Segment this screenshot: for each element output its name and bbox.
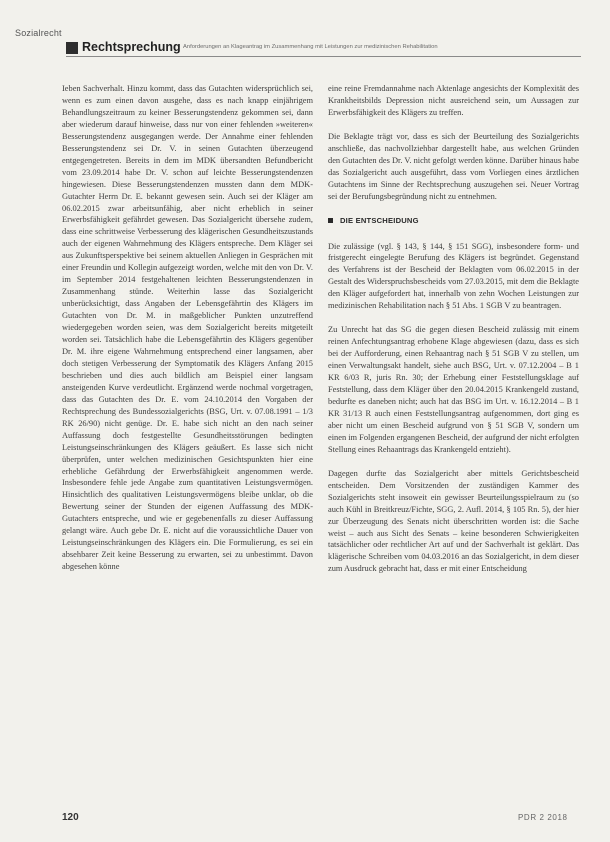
header-rule xyxy=(66,56,581,57)
left-column xyxy=(62,83,313,573)
running-head-title: Rechtsprechung xyxy=(82,40,181,54)
section-heading xyxy=(328,215,579,227)
body-paragraph: eine reine Fremdannahme nach Aktenlage angesichts der Komplexität des Krankheitsbilds Depression nicht ausreichend sein, um Aussagen zur Erwerbsfähigkeit des Klägers zu treffen. xyxy=(328,84,579,117)
page-number: 120 xyxy=(62,812,79,823)
section-label: Sozialrecht xyxy=(15,28,62,38)
heading-bullet-icon xyxy=(328,218,333,223)
journal-issue: PDR 2 2018 xyxy=(518,813,568,822)
body-paragraph: Dagegen durfte das Sozialgericht aber mittels Gerichtsbescheid entscheiden. Dem Vorsitzenden der zuständigen Kammer des Sozialgerichts steht insoweit ein gewisser Beurteilungsspielraum zu (so auch Kühl in Breitkreuz/Fichte, SGG, 2. Aufl. 2014, § 105 Rn. 5), der hier zur Überzeugung des Senats nicht überschritten worden ist: die Sache weist – auch aus Sicht des Senats – keine besonderen Schwierigkeiten tatsächlicher oder rechtlicher Art auf und der Sachverhalt ist geklärt. Das klägerische Schreiben vom 04.03.2016 an das Sozialgericht, in dem dieser zum Ausdruck gebracht hat, dass er mit einer Entscheidung xyxy=(328,468,579,574)
section-heading-text: DIE ENTSCHEIDUNG xyxy=(340,215,419,225)
body-paragraph: Ieben Sachverhalt. Hinzu kommt, dass das Gutachten widersprüchlich sei, wenn es zum einen davon ausgehe, dass es nach knapp einjährigem Behandlungszeitraum zu keiner Besserungstendenz gekommen sei, dann aber wiederum darauf hinweise, dass nur von einer fehlenden »weiteren« Besserungstendenz ausgegangen werde. Der Annahme einer fehlenden Besserungstendenz sei Dr. V. in seinen Gutachten überzeugend entgegengetreten. Bereits in dem im MDK übersandten Befundbericht vom 23.09.2014 habe Dr. V. schon auf leichte Besserungstendenzen hingewiesen. Diese Besserungstendenzen mussten dann dem MDK-Gutachter Herrn Dr. E. bekannt gewesen sein. Auch sei der Kläger am 06.02.2015 zwar arbeitsunfähig, aber nicht erheblich in seiner Erwerbsfähigkeit gefährdet gewesen. Das Sozialgericht übersehe zudem, dass eine schrittweise Verbesserung des klägerischen Gesundheitszustands auch der eigenen Wahrnehmung des Klägers entspreche. Dem Kläger sei aus Zukunftsperspektive bei seinem aktuellen Anliegen in Gesprächen mit einer Freundin und Kollegin aufgezeigt worden, welche mit den von Dr. V. im September 2014 festgehaltenen leichten Besserungstendenzen in Zusammenhang stünde. Weiterhin lasse das Sozialgericht unberücksichtigt, dass Angaben der Lebensgefährtin des Klägers im Gutachten von Dr. M. in maßgeblicher Punkten unzutreffend wiedergegeben worden seien, was dem Sozialgericht bereits mitgeteilt worden sei. Tatsächlich habe die Lebensgefährtin des Klägers gegenüber Dr. M. ihre eigene Wahrnehmung entsprechend einer langsamen, aber doch stetigen Verbesserung der Symptomatik des Klägers Anfang 2015 beschrieben und dies auch bildlich am Beispiel einer langsam ansteigenden Kurve verdeutlicht. Ergänzend werde nochmal vorgetragen, dass das Gutachten des Dr. E. vom 24.10.2014 den Vorgaben der Rechtsprechung des Bundessozialgerichts (BSG, Urt. v. 07.08.1991 – 1/3 RK 26/90) nicht genüge. Dr. E. habe sich nicht an den nach seiner Auffassung doch festgestellte Gesundheitsstörungen bedingten Leistungseinschränkungen des Klägers geäußert. Es lasse sich nicht überprüfen, unter welchen medizinischen Gesichtspunkten hier eine erhebliche Gefährdung der Erwerbsfähigkeit angenommen werde. Insbesondere fehle jede Angabe zum quantitativen Leistungsvermögen. Hinsichtlich des qualitativen Leistungsvermögens bleibe unklar, ob die Bewertung seiner der Stunden der eigenen Auffassung des MDK-Gutachters entspreche, und wie er gegebenenfalls zu dieser Auffassung gelangt wäre. Auch gebe Dr. E. nicht auf die voraussichtliche Dauer von Leistungseinschränkungen des Klägers ein. Die Formulierung, es sei ein absehbarer Zeit keine Besserung zu erwarten, sei zu unbestimmt. Davon abgesehen könne xyxy=(62,84,313,572)
body-paragraph: Die zulässige (vgl. § 143, § 144, § 151 SGG), insbesondere form- und fristgerecht eingelegte Berufung des Klägers ist begründet. Gegenstand des Verfahrens ist der Bescheid der Beklagten vom 06.02.2015 in der Gestalt des Widerspruchsbescheids vom 27.03.2015, mit dem die Beklagte den Kläger aufgefordert hat, innerhalb von zehn Wochen Leistungen zur medizinischen Rehabilitation nach § 51 Abs. 1 SGB V zu beantragen. xyxy=(328,241,579,311)
body-paragraph: Die Beklagte trägt vor, dass es sich der Beurteilung des Sozialgerichts anschließe, das nachvollziehbar dargestellt habe, aus welchen Gründen den Gutachten des Dr. V. nicht gefolgt werden könne. Darüber hinaus habe das Sozialgericht auch ausgeführt, dass vom Vorliegen eines ärztlichen Gutachtens im Sinne der Rechtsprechung auszugehen sei. Neuer Vortrag sei der Berufungsbegründung nicht zu entnehmen. xyxy=(328,131,579,201)
running-head-subtitle: Anforderungen an Klageantrag im Zusammenhang mit Leistungen zur medizinischen Rehabilitation xyxy=(183,44,438,50)
body-paragraph: Zu Unrecht hat das SG die gegen diesen Bescheid zulässig mit einem reinen Anfechtungsantrag erhobene Klage abgewiesen (dazu, dass es sich bei der Aufforderung, einen Rehaantrag nach § 51 SGB V zu stellen, um einen Verwaltungsakt handelt, siehe auch BSG, Urt. v. 07.12.2004 – B 1 KR 6/03 R, juris Rn. 30; der Erhebung einer Feststellungsklage auf Feststellung, dass dem Kläger über den 20.04.2015 Krankengeld zustand, bedurfte es daneben nicht; auch hat das BSG im Urt. v. 16.12.2014 – B 1 KR 31/13 R auch einen Feststellungsantrag aufgenommen, dort ging es aber nicht um einen Bescheid aufgrund von § 51 SGB V, sondern um einen im Folgenden ergangenen Bescheid, der aufgrund der nicht erfolgten Stellung eines Rehaantrags das Krankengeld entzieht). xyxy=(328,325,580,454)
right-column xyxy=(328,83,579,575)
header-marker xyxy=(66,42,78,54)
